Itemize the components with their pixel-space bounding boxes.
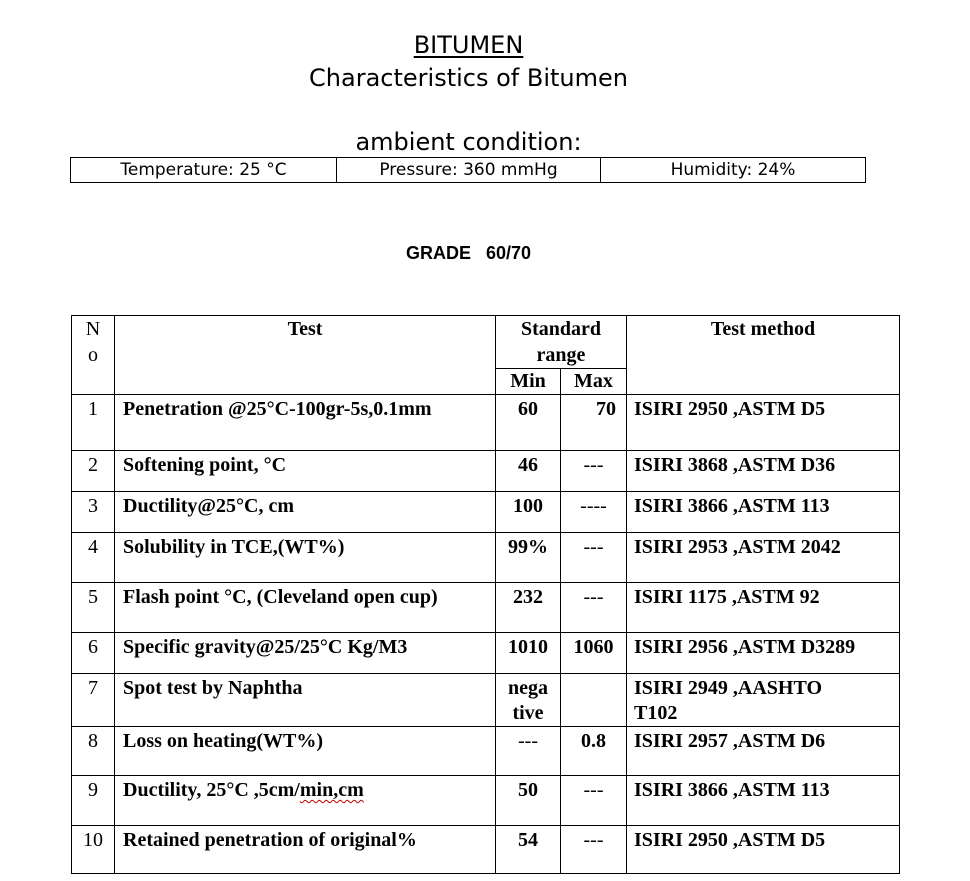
temperature-cell: Temperature: 25 °C xyxy=(71,158,337,183)
grade-heading xyxy=(0,242,937,264)
row-method: ISIRI 2957 ,ASTM D6 xyxy=(627,727,900,776)
row-max: --- xyxy=(561,533,627,583)
row-max: --- xyxy=(561,583,627,633)
header-no: N o xyxy=(72,316,115,395)
row-no: 2 xyxy=(72,451,115,492)
row-max: 1060 xyxy=(561,633,627,674)
table-row xyxy=(72,633,900,674)
table-row xyxy=(72,826,900,874)
row-method: ISIRI 2949 ,AASHTO T102 xyxy=(627,674,900,727)
row-no: 9 xyxy=(72,776,115,826)
header-test: Test xyxy=(115,316,496,395)
specification-table xyxy=(71,315,900,874)
row-test: Loss on heating(WT%) xyxy=(115,727,496,776)
row-min: 54 xyxy=(496,826,561,874)
row-no: 7 xyxy=(72,674,115,727)
row-method: ISIRI 2950 ,ASTM D5 xyxy=(627,826,900,874)
row-max: 70 xyxy=(561,395,627,451)
row-max: --- xyxy=(561,776,627,826)
row-no: 4 xyxy=(72,533,115,583)
row-no: 3 xyxy=(72,492,115,533)
row-method: ISIRI 3866 ,ASTM 113 xyxy=(627,492,900,533)
row-no: 8 xyxy=(72,727,115,776)
row-max: --- xyxy=(561,826,627,874)
row-max: ---- xyxy=(561,492,627,533)
row-min: 1010 xyxy=(496,633,561,674)
row-test: Specific gravity@25/25°C Kg/M3 xyxy=(115,633,496,674)
pressure-cell: Pressure: 360 mmHg xyxy=(337,158,601,183)
row-method: ISIRI 1175 ,ASTM 92 xyxy=(627,583,900,633)
row-test: Flash point °C, (Cleveland open cup) xyxy=(115,583,496,633)
row-test: Solubility in TCE,(WT%) xyxy=(115,533,496,583)
row-no: 10 xyxy=(72,826,115,874)
row-method: ISIRI 3866 ,ASTM 113 xyxy=(627,776,900,826)
table-row xyxy=(72,533,900,583)
row-min: 100 xyxy=(496,492,561,533)
document-subtitle: Characteristics of Bitumen xyxy=(309,64,628,92)
header-test-method: Test method xyxy=(627,316,900,395)
row-test: Softening point, °C xyxy=(115,451,496,492)
table-row xyxy=(72,395,900,451)
ambient-conditions-table xyxy=(70,157,866,183)
row-min: nega tive xyxy=(496,674,561,727)
header-standard-range: Standard range xyxy=(496,316,627,369)
row-min: 60 xyxy=(496,395,561,451)
header-min: Min xyxy=(496,369,561,395)
table-row xyxy=(72,583,900,633)
row-test xyxy=(115,776,496,826)
row-no: 1 xyxy=(72,395,115,451)
row-test-prefix: Ductility, 25°C ,5cm/ xyxy=(123,779,300,801)
row-test: Ductility@25°C, cm xyxy=(115,492,496,533)
row-max: 0.8 xyxy=(561,727,627,776)
row-method: ISIRI 3868 ,ASTM D36 xyxy=(627,451,900,492)
row-no: 5 xyxy=(72,583,115,633)
humidity-cell: Humidity: 24% xyxy=(601,158,866,183)
table-row xyxy=(72,727,900,776)
row-min: 50 xyxy=(496,776,561,826)
ambient-heading: ambient condition: xyxy=(355,128,582,156)
row-min: 46 xyxy=(496,451,561,492)
row-max: --- xyxy=(561,451,627,492)
row-max xyxy=(561,674,627,727)
grade-label: GRADE xyxy=(405,243,471,263)
table-row xyxy=(72,674,900,727)
spellcheck-underlined-text: min,cm xyxy=(299,779,364,801)
row-min: 99% xyxy=(496,533,561,583)
grade-value: 60/70 xyxy=(485,243,532,263)
row-method: ISIRI 2950 ,ASTM D5 xyxy=(627,395,900,451)
table-row xyxy=(72,451,900,492)
table-row xyxy=(72,492,900,533)
row-test: Spot test by Naphtha xyxy=(115,674,496,727)
row-method: ISIRI 2956 ,ASTM D3289 xyxy=(627,633,900,674)
row-test: Penetration @25°C-100gr-5s,0.1mm xyxy=(115,395,496,451)
row-min: 232 xyxy=(496,583,561,633)
row-min: --- xyxy=(496,727,561,776)
document-title: BITUMEN xyxy=(413,31,524,59)
table-row xyxy=(72,776,900,826)
row-test: Retained penetration of original% xyxy=(115,826,496,874)
row-no: 6 xyxy=(72,633,115,674)
header-max: Max xyxy=(561,369,627,395)
row-method: ISIRI 2953 ,ASTM 2042 xyxy=(627,533,900,583)
